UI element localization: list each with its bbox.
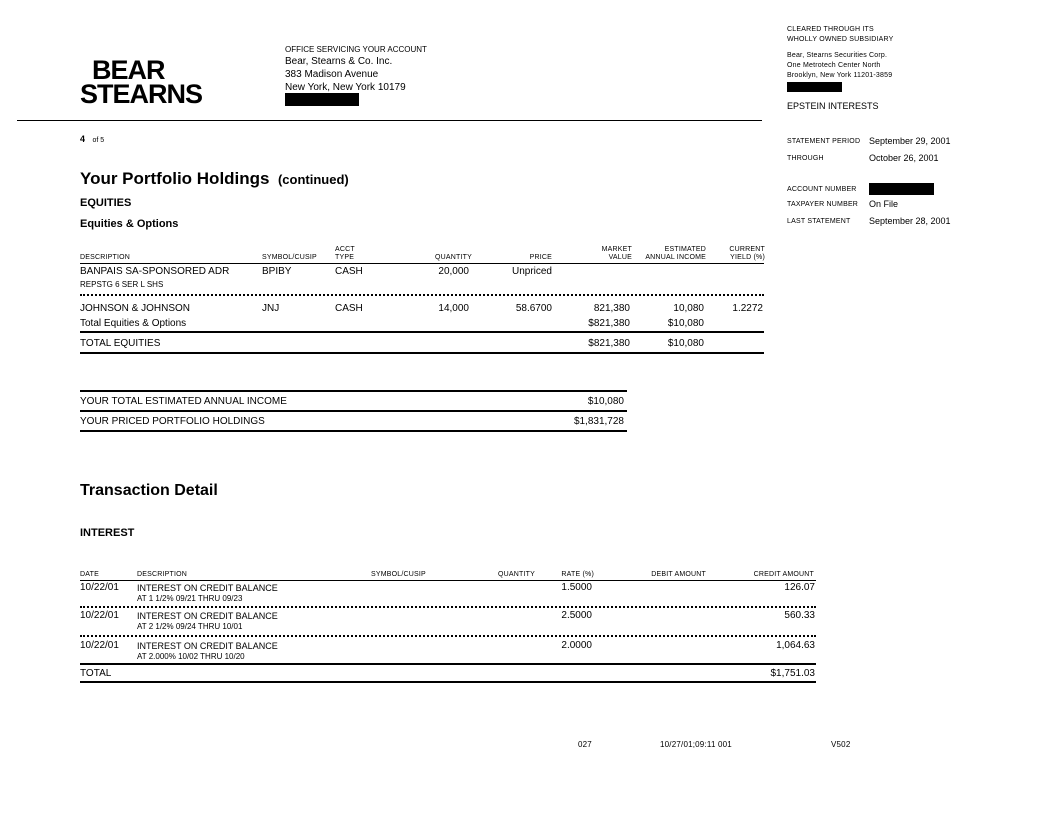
tx-total-label: TOTAL	[80, 668, 112, 679]
redacted-office-detail	[285, 93, 359, 106]
col-cy-line2: YIELD (%)	[730, 254, 765, 261]
total-eq-opt-income: $10,080	[667, 318, 704, 329]
total-equities-market-value: $821,380	[588, 338, 630, 349]
account-label: ACCOUNT NUMBER	[787, 186, 857, 193]
taxpayer-value: On File	[869, 199, 899, 209]
col-acct-line1: ACCT	[335, 246, 355, 253]
holding-row-1-divider	[80, 294, 764, 296]
footer-stamp: 10/27/01;09:11 001	[660, 740, 732, 749]
header-rule	[17, 120, 762, 121]
holding-row-1-symbol: BPIBY	[262, 266, 292, 277]
holding-row-2-quantity: 14,000	[438, 303, 469, 314]
col-current-yield	[705, 246, 765, 262]
holding-row-2-symbol: JNJ	[262, 303, 280, 314]
holding-row-2-yield: 1.2272	[732, 303, 763, 314]
office-street: 383 Madison Avenue	[285, 69, 379, 80]
holdings-continued: (continued)	[277, 172, 349, 187]
clearing-city: Brooklyn, New York 11201-3859	[787, 72, 893, 79]
summary-priced-value: $1,831,728	[573, 416, 624, 427]
tx-row-2-rate: 2.5000	[561, 610, 592, 621]
period-label: STATEMENT PERIOD	[787, 138, 861, 145]
tx-row-2-divider	[80, 635, 816, 637]
col-market-value	[560, 246, 632, 262]
holding-row-2-price: 58.6700	[515, 303, 552, 314]
tx-row-2-line2: AT 2 1/2% 09/24 THRU 10/01	[137, 622, 243, 631]
holdings-heading	[80, 169, 349, 189]
total-equities-rule	[80, 352, 764, 354]
clearing-line-1: CLEARED THROUGH ITS	[787, 26, 874, 33]
footer-code-2: V502	[831, 740, 851, 749]
holding-row-2-description: JOHNSON & JOHNSON	[80, 303, 191, 314]
page-indicator	[80, 129, 104, 147]
redacted-clearing-detail	[787, 82, 842, 92]
summary-mid-rule	[80, 410, 627, 412]
tx-row-3-line2: AT 2.000% 10/02 THRU 10/20	[137, 652, 245, 661]
summary-income-value: $10,080	[587, 396, 624, 407]
tx-col-date: DATE	[80, 571, 99, 578]
account-name: EPSTEIN INTERESTS	[787, 101, 879, 111]
office-label: OFFICE SERVICING YOUR ACCOUNT	[285, 45, 427, 54]
col-price: PRICE	[529, 254, 552, 261]
equities-section-title: EQUITIES	[80, 197, 132, 209]
tx-row-3-date: 10/22/01	[80, 640, 119, 651]
interest-section-title: INTEREST	[80, 527, 135, 539]
clearing-line-2: WHOLLY OWNED SUBSIDIARY	[787, 36, 894, 43]
col-description: DESCRIPTION	[80, 254, 131, 261]
page-of: of 5	[92, 137, 105, 144]
office-block	[285, 44, 427, 94]
tx-row-3-credit: 1,064.63	[776, 640, 815, 651]
tx-row-2-line1: INTEREST ON CREDIT BALANCE	[137, 611, 278, 621]
office-name: Bear, Stearns & Co. Inc.	[285, 56, 393, 67]
summary-top-rule	[80, 390, 627, 392]
tx-col-description: DESCRIPTION	[137, 571, 188, 578]
tx-row-2-credit: 560.33	[784, 610, 815, 621]
tx-col-debit: DEBIT AMOUNT	[651, 571, 706, 578]
tx-row-3-line1: INTEREST ON CREDIT BALANCE	[137, 641, 278, 651]
period-value: September 29, 2001	[869, 136, 951, 146]
total-equities-label: TOTAL EQUITIES	[80, 338, 161, 349]
tx-row-1-credit: 126.07	[784, 582, 815, 593]
total-eq-opt-rule	[80, 331, 764, 333]
equities-options-subtitle: Equities & Options	[80, 218, 179, 230]
holding-row-1-description: BANPAIS SA-SPONSORED ADR	[80, 266, 230, 277]
col-acct-type	[335, 246, 355, 262]
holdings-header-rule	[80, 263, 764, 264]
clearing-block	[787, 25, 894, 81]
tx-total-value: $1,751.03	[770, 668, 815, 679]
taxpayer-label: TAXPAYER NUMBER	[787, 201, 859, 208]
col-cy-line1: CURRENT	[729, 246, 765, 253]
summary-income-label: YOUR TOTAL ESTIMATED ANNUAL INCOME	[80, 396, 287, 407]
through-value: October 26, 2001	[869, 153, 939, 163]
total-eq-opt-label: Total Equities & Options	[80, 318, 187, 329]
footer-code-1: 027	[578, 740, 592, 749]
holding-row-2-income: 10,080	[673, 303, 704, 314]
col-estimated-income	[634, 246, 706, 262]
page-number: 4	[80, 134, 86, 144]
redacted-account-number	[869, 183, 934, 195]
holdings-title: Your Portfolio Holdings	[80, 169, 270, 188]
clearing-street: One Metrotech Center North	[787, 62, 881, 69]
tx-row-1-divider	[80, 606, 816, 608]
col-mv-line2: VALUE	[608, 254, 632, 261]
tx-row-1-rate: 1.5000	[561, 582, 592, 593]
summary-bottom-rule	[80, 430, 627, 432]
holding-row-1-price: Unpriced	[511, 266, 552, 277]
holding-row-2-acct: CASH	[335, 303, 363, 314]
last-statement-label: LAST STATEMENT	[787, 218, 851, 225]
transactions-title: Transaction Detail	[80, 482, 218, 499]
tx-row-1-line2: AT 1 1/2% 09/21 THRU 09/23	[137, 594, 243, 603]
holding-row-1-quantity: 20,000	[438, 266, 469, 277]
holding-row-1-description2: REPSTG 6 SER L SHS	[80, 280, 164, 289]
tx-row-1-line1: INTEREST ON CREDIT BALANCE	[137, 583, 278, 593]
office-city: New York, New York 10179	[285, 82, 406, 93]
logo-line-2: STEARNS	[80, 79, 203, 109]
tx-col-quantity: QUANTITY	[498, 571, 535, 578]
summary-priced-label: YOUR PRICED PORTFOLIO HOLDINGS	[80, 416, 265, 427]
col-ei-line1: ESTIMATED	[664, 246, 706, 253]
tx-row-3-rate: 2.0000	[561, 640, 592, 651]
tx-total-top-rule	[80, 663, 816, 665]
total-equities-income: $10,080	[667, 338, 704, 349]
clearing-corp: Bear, Stearns Securities Corp.	[787, 52, 888, 59]
holding-row-1-acct: CASH	[335, 266, 363, 277]
total-eq-opt-market-value: $821,380	[588, 318, 630, 329]
tx-row-2-date: 10/22/01	[80, 610, 119, 621]
holding-row-2-market-value: 821,380	[593, 303, 630, 314]
col-ei-line2: ANNUAL INCOME	[645, 254, 706, 261]
col-quantity: QUANTITY	[435, 254, 472, 261]
tx-total-bottom-rule	[80, 681, 816, 683]
bear-stearns-logo	[80, 55, 203, 109]
col-symbol: SYMBOL/CUSIP	[262, 254, 317, 261]
tx-col-symbol: SYMBOL/CUSIP	[371, 571, 426, 578]
tx-col-rate: RATE (%)	[561, 571, 594, 578]
tx-row-1-date: 10/22/01	[80, 582, 119, 593]
tx-header-rule	[80, 580, 816, 581]
logo-line-1: BEAR	[92, 55, 165, 85]
tx-col-credit: CREDIT AMOUNT	[753, 571, 814, 578]
through-label: THROUGH	[787, 155, 824, 162]
col-acct-line2: TYPE	[335, 254, 355, 261]
last-statement-value: September 28, 2001	[869, 216, 951, 226]
col-mv-line1: MARKET	[601, 246, 632, 253]
